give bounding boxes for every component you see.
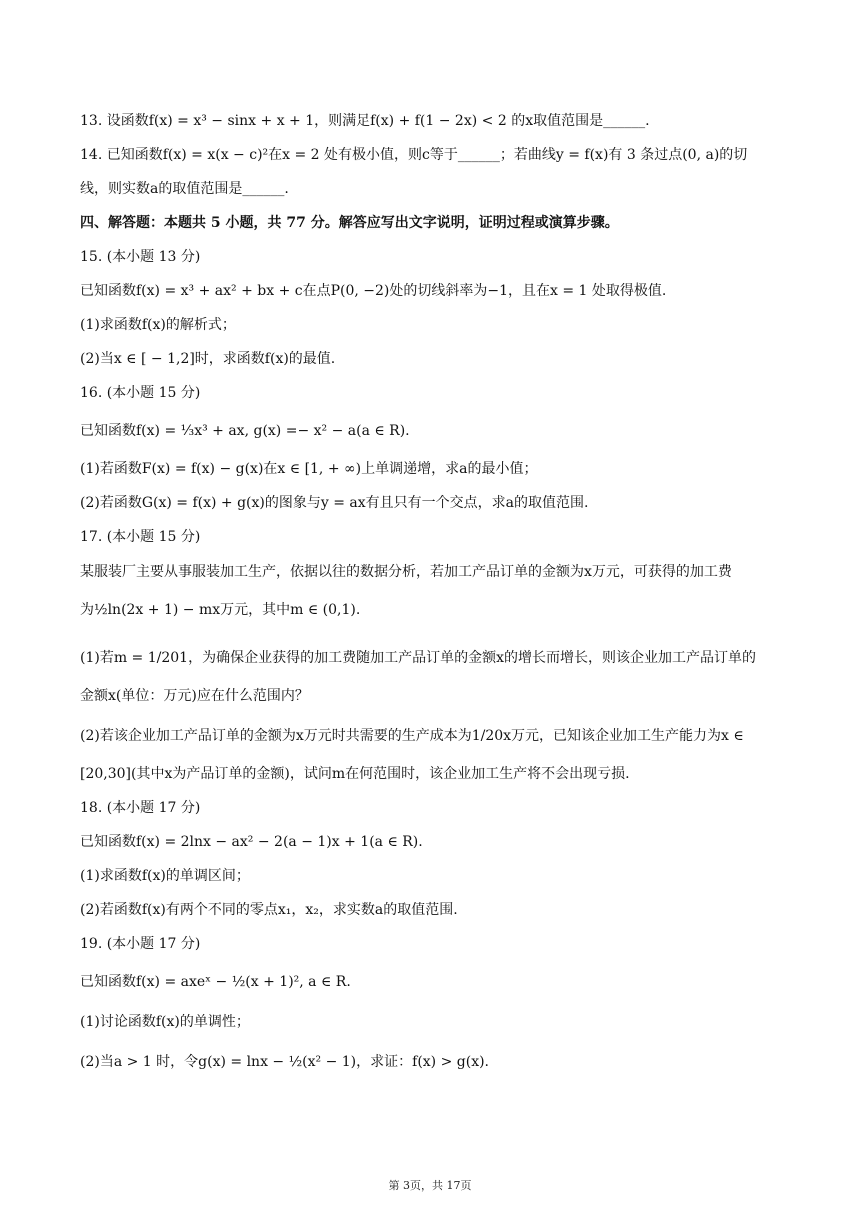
question-16-part-2: (2)若函数G(x) = f(x) + g(x)的图象与y = ax有且只有一个交点，求a的取值范围. xyxy=(80,495,589,511)
question-18-stem: 已知函数f(x) = 2lnx − ax² − 2(a − 1)x + 1(a ∈ R). xyxy=(80,834,423,850)
question-19-header: 19. (本小题 17 分) xyxy=(80,936,201,952)
question-17-part-1-line-1: (1)若m = 1/201，为确保企业获得的加工费随加工产品订单的金额x的增长而增长，则该企业加工产品订单的 xyxy=(80,650,756,666)
question-17-stem-line-2: 为½ln(2x + 1) − mx万元，其中m ∈ (0,1). xyxy=(80,602,361,618)
question-15-part-1: (1)求函数f(x)的解析式； xyxy=(80,317,236,333)
question-16-stem: 已知函数f(x) = ⅓x³ + ax, g(x) =− x² − a(a ∈ R). xyxy=(80,423,410,439)
question-17-part-1-line-2: 金额x(单位：万元)应在什么范围内？ xyxy=(80,688,309,704)
question-15-stem: 已知函数f(x) = x³ + ax² + bx + c在点P(0, −2)处的切线斜率为−1，且在x = 1 处取得极值. xyxy=(80,283,667,299)
question-18-part-1: (1)求函数f(x)的单调区间； xyxy=(80,868,250,884)
question-18-header: 18. (本小题 17 分) xyxy=(80,800,201,816)
question-17-part-2-line-1: (2)若该企业加工产品订单的金额为x万元时共需要的生产成本为1/20x万元，已知该企业加工生产能力为x ∈ xyxy=(80,728,744,744)
question-19-part-2: (2)当a > 1 时，令g(x) = lnx − ½(x² − 1)，求证：f(x) > g(x). xyxy=(80,1054,490,1070)
question-15-part-2: (2)当x ∈ [ − 1,2]时，求函数f(x)的最值. xyxy=(80,351,336,367)
page-footer: 第 3页，共 17页 xyxy=(388,1179,472,1192)
question-19-stem: 已知函数f(x) = axeˣ − ½(x + 1)², a ∈ R. xyxy=(80,974,351,990)
question-18-part-2: (2)若函数f(x)有两个不同的零点x₁，x₂，求实数a的取值范围. xyxy=(80,902,458,918)
question-13: 13. 设函数f(x) = x³ − sinx + x + 1，则满足f(x) + f(1 − 2x) < 2 的x取值范围是______. xyxy=(80,113,650,129)
question-16-part-1: (1)若函数F(x) = f(x) − g(x)在x ∈ [1, + ∞)上单调递增，求a的最小值； xyxy=(80,461,538,477)
question-17-stem-line-1: 某服装厂主要从事服装加工生产，依据以往的数据分析，若加工产品订单的金额为x万元，可获得的加工费 xyxy=(80,564,732,580)
question-16-header: 16. (本小题 15 分) xyxy=(80,385,201,401)
question-15-header: 15. (本小题 13 分) xyxy=(80,249,201,265)
question-17-header: 17. (本小题 15 分) xyxy=(80,529,201,545)
question-14-line-1: 14. 已知函数f(x) = x(x − c)²在x = 2 处有极小值，则c等于______；若曲线y = f(x)有 3 条过点(0, a)的切 xyxy=(80,147,748,163)
question-14-line-2: 线，则实数a的取值范围是______. xyxy=(80,181,289,197)
question-17-part-2-line-2: [20,30](其中x为产品订单的金额)，试问m在何范围时，该企业加工生产将不会出现亏损. xyxy=(80,766,630,782)
section-heading: 四、解答题：本题共 5 小题，共 77 分。解答应写出文字说明，证明过程或演算步骤。 xyxy=(80,215,619,231)
question-19-part-1: (1)讨论函数f(x)的单调性； xyxy=(80,1014,250,1030)
